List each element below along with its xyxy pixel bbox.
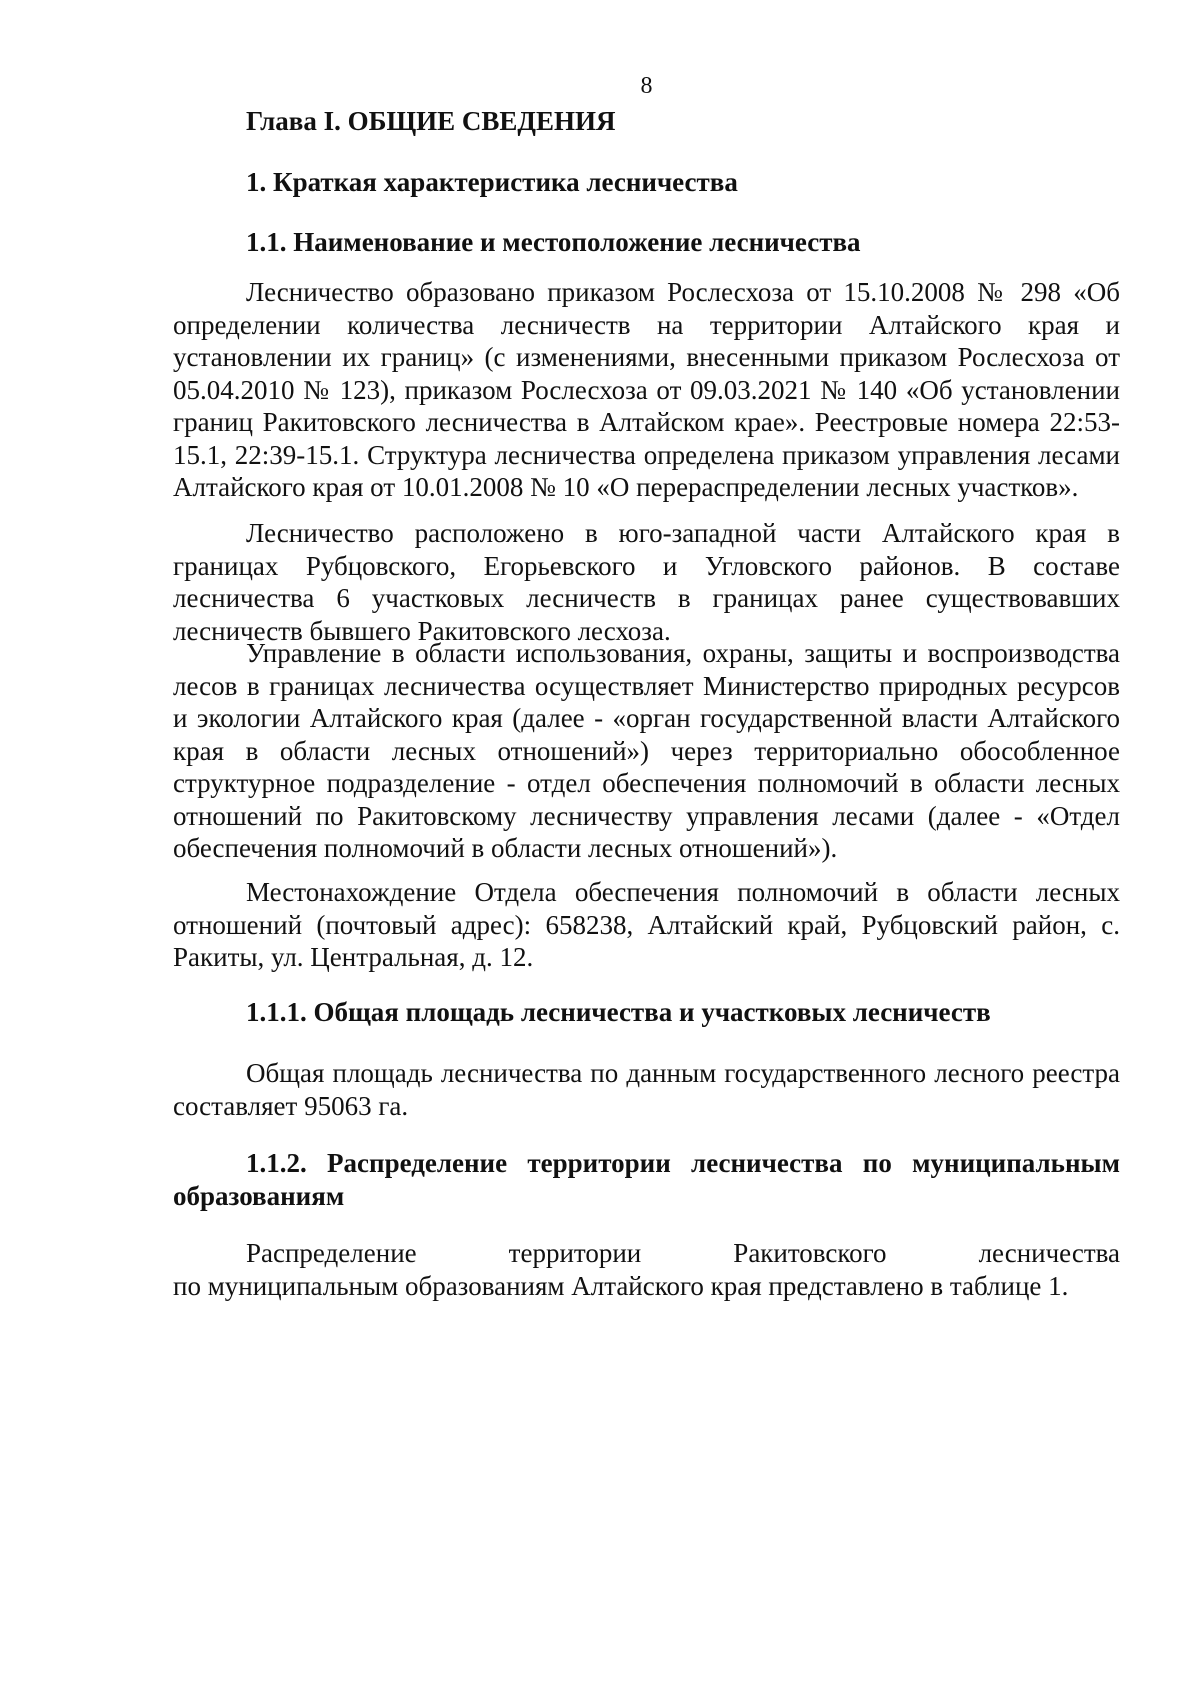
- section-1-title: 1. Краткая характеристика лесничества: [246, 167, 738, 197]
- paragraph-forestry-location: Лесничество расположено в юго-западной части Алтайского края в границах Рубцовского, Егорьевского и Угловского районов. В составе лесничества 6 участковых лесничеств в границах ранее существовавших лесничеств бывшего Ракитовского лесхоза.: [173, 518, 1120, 646]
- section-1-1-1-title: 1.1.1. Общая площадь лесничества и участковых лесничеств: [246, 997, 991, 1027]
- paragraph-line: Распределение территории Ракитовского лесничества: [246, 1238, 1120, 1268]
- chapter-title: Глава I. ОБЩИЕ СВЕДЕНИЯ: [246, 106, 616, 136]
- paragraph-office-address: Местонахождение Отдела обеспечения полномочий в области лесных отношений (почтовый адрес): 658238, Алтайский край, Рубцовский район, с. Ракиты, ул. Центральная, д. 12.: [173, 877, 1120, 972]
- paragraph-forestry-establishment: Лесничество образовано приказом Рослесхоза от 15.10.2008 № 298 «Об определении количества лесничеств на территории Алтайского края и установлении их границ» (с изменениями, внесенными приказом Рослесхоза от 05.04.2010 № 123), приказом Рослесхоза от 09.03.2021 № 140 «Об установлении границ Ракитовского лесничества в Алтайском крае». Реестровые номера 22:53-15.1, 22:39-15.1. Структура лесничества определена приказом управления лесами Алтайского края от 10.01.2008 № 10 «О перераспределении лесных участков».: [173, 277, 1120, 502]
- paragraph-line: по муниципальным образованиям Алтайского края представлено в таблице 1.: [173, 1270, 1069, 1301]
- paragraph-territory-distribution: [173, 1237, 1120, 1302]
- paragraph-forest-management: Управление в области использования, охраны, защиты и воспроизводства лесов в границах лесничества осуществляет Министерство природных ресурсов и экологии Алтайского края (далее - «орган государственной власти Алтайского края в области лесных отношений») через территориально обособленное структурное подразделение - отдел обеспечения полномочий в области лесных отношений по Ракитовскому лесничеству управления лесами (далее - «Отдел обеспечения полномочий в области лесных отношений»).: [173, 638, 1120, 863]
- section-1-1-2-title: 1.1.2. Распределение территории лесничества по муниципальным образованиям: [173, 1148, 1120, 1211]
- section-1-1-title: 1.1. Наименование и местоположение лесничества: [246, 227, 861, 257]
- page-number: 8: [640, 73, 653, 99]
- paragraph-total-area: Общая площадь лесничества по данным государственного лесного реестра составляет 95063 га.: [173, 1058, 1120, 1121]
